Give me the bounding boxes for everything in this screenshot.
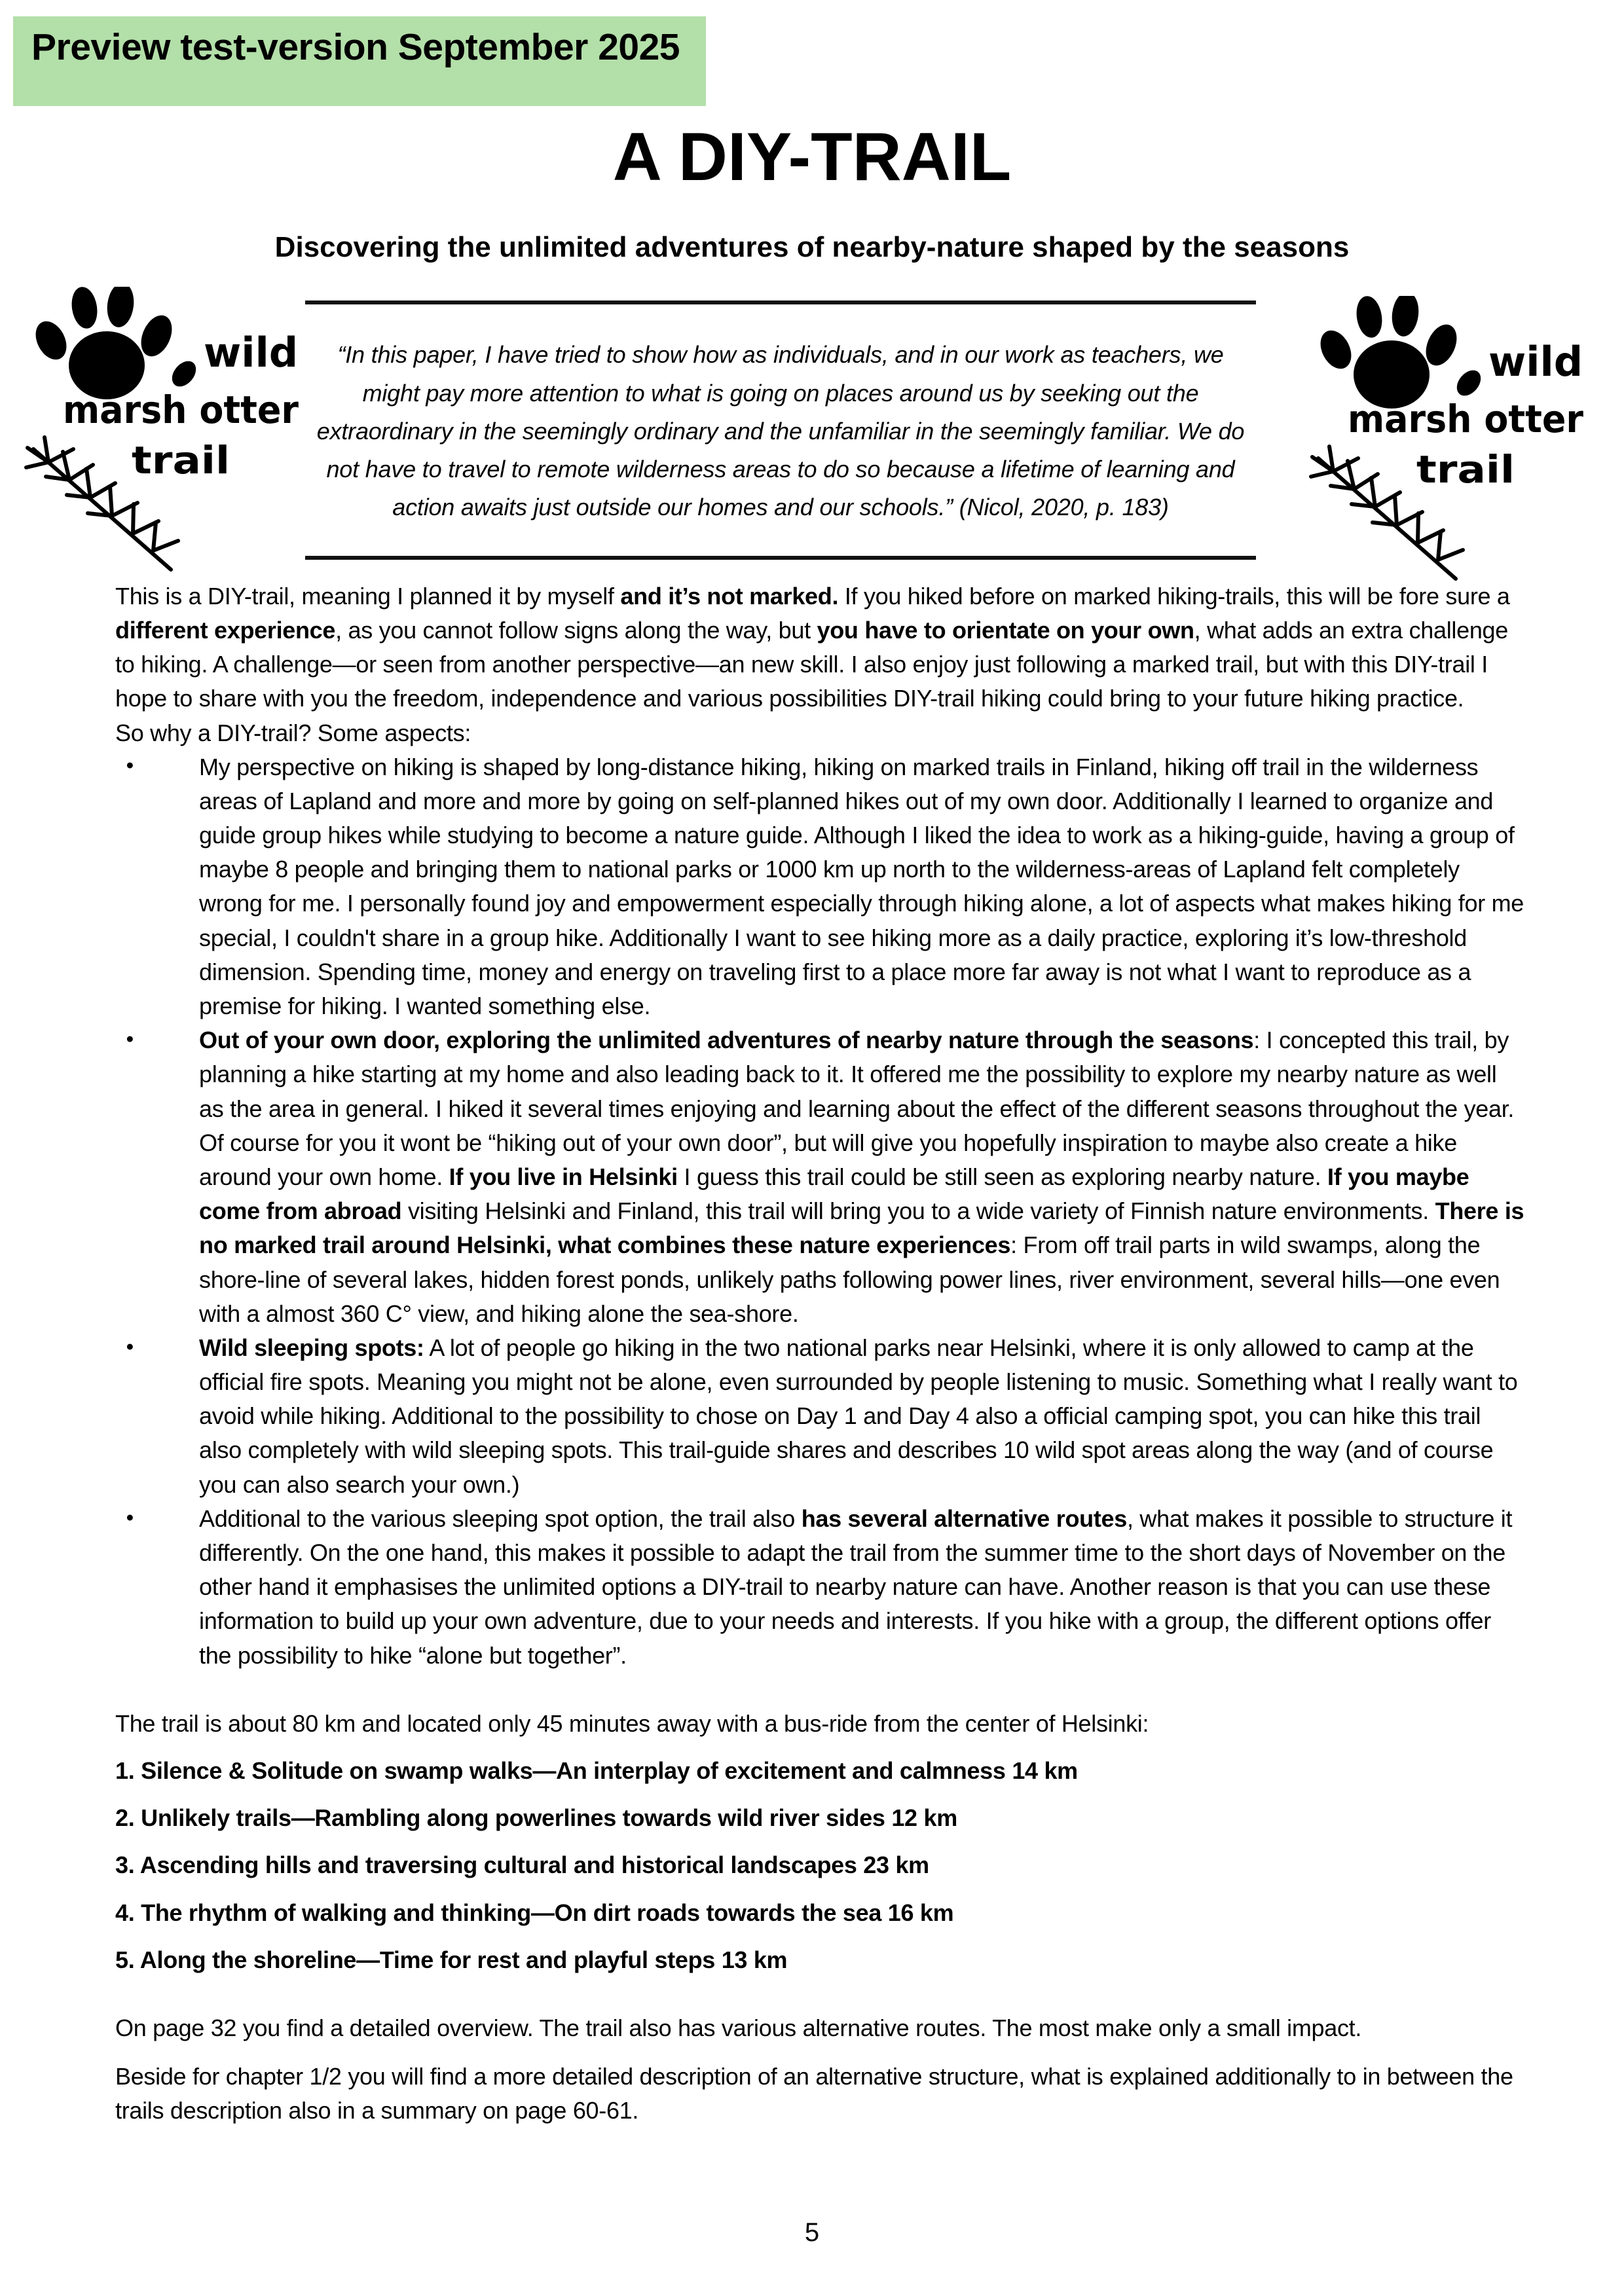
- logo-word-wild: wild: [1488, 338, 1583, 386]
- list-item: ● Out of your own door, exploring the unlimited adventures of nearby nature through the seasons: I concepted this trail, by planning a hike starting at my home and also leading back to it. It offered me the possibility to explore my nearby nature as well as the area in general. I hiked it several times enjoying and learning about the effect of the different seasons throughout the year. Of course for you it wont be “hiking out of your own door”, but will give you hopefully inspiration to maybe also create a hike around your own home. If you live in Helsinki I guess this trail could be still seen as exploring nearby nature. If you maybe come from abroad visiting Helsinki and Finland, this trail will bring you to a wide variety of Finnish nature environments. There is no marked trail around Helsinki, what combines these nature experiences: From off trail parts in wild swamps, along the shore-line of several lakes, hidden forest ponds, unlikely paths following power lines, river environment, several hills—one even with a almost 360 C° view, and hiking alone the sea-shore.: [115, 1023, 1527, 1331]
- preview-banner: Preview test-version September 2025: [13, 16, 706, 106]
- logo-word-wild: wild: [204, 329, 299, 376]
- logo-word-marsh-otter: marsh otter: [1348, 397, 1584, 441]
- aspects-intro: So why a DIY-trail? Some aspects:: [115, 719, 471, 746]
- paw-print-icon: [1314, 296, 1485, 409]
- overview-note: On page 32 you find a detailed overview. The trail also has various alternative routes. The most make only a small impact.: [115, 2014, 1362, 2041]
- distance-summary: The trail is about 80 km and located only 45 minutes away with a bus-ride from the center of Helsinki:: [115, 1709, 1149, 1737]
- wild-marsh-otter-trail-logo: [1302, 296, 1606, 587]
- list-item: ● My perspective on hiking is shaped by long-distance hiking, hiking on marked trails in Finland, hiking off trail in the wilderness areas of Lapland and more and more by going on self-planned hikes out of my own door. Additionally I learned to organize and guide group hikes while studying to become a nature guide. Although I liked the idea to work as a hiking-guide, having a group of maybe 8 people and bringing them to national parks or 1000 km up north to the wilderness-areas of Lapland felt completely wrong for me. I personally found joy and empowerment especially through hiking alone, a lot of aspects what makes hiking for me special, I couldn't share in a group hike. Additionally I want to see hiking more as a daily practice, exploring it’s low-threshold dimension. Spending time, money and energy on traveling first to a place more far away is not what I want to reproduce as a premise for hiking. I wanted something else.: [115, 750, 1527, 1024]
- logo-left: [17, 287, 322, 578]
- logo-right: [1302, 296, 1606, 587]
- body-text: [115, 579, 1527, 2128]
- list-item: ● Wild sleeping spots: A lot of people go hiking in the two national parks near Helsinki, where it is only allowed to camp at the official fire spots. Meaning you might not be alone, even surrounded by people listening to music. Something what I really want to avoid while hiking. Additional to the possibility to chose on Day 1 and Day 4 also a official camping spot, you can hike this trail also completely with wild sleeping spots. This trail-guide shares and describes 10 wild spot areas along the way (and of course you can also search your own.): [115, 1331, 1527, 1502]
- list-item: ● Additional to the various sleeping spot option, the trail also has several alternative routes, what makes it possible to structure it differently. On the one hand, this makes it possible to adapt the trail from the summer time to the short days of November on the other hand it emphasises the unlimited options a DIY-trail to nearby nature can have. Another reason is that you can use these information to build up your own adventure, due to your needs and interests. If you hike with a group, the different options offer the possibility to hike “alone but together”.: [115, 1502, 1527, 1673]
- alternative-structure-note: Beside for chapter 1/2 you will find a more detailed description of an alternative structure, what is explained additionally to in between the trails description also in a summary on page 60-61.: [115, 2063, 1513, 2124]
- stage-item-5: 5. Along the shoreline—Time for rest and playful steps 13 km: [115, 1946, 788, 1973]
- page-title: A DIY-TRAIL: [612, 119, 1012, 195]
- stage-item-2: 2. Unlikely trails—Rambling along powerlines towards wild river sides 12 km: [115, 1804, 957, 1832]
- paw-print-icon: [29, 287, 200, 399]
- logo-word-marsh-otter: marsh otter: [63, 388, 299, 432]
- stage-item-1: 1. Silence & Solitude on swamp walks—An interplay of excitement and calmness 14 km: [115, 1757, 1078, 1784]
- quote-text: “In this paper, I have tried to show how as individuals, and in our work as teachers, we might pay more attention to what is going on places around us by seeking out the extraordinary in the seemingly ordinary and the unfamiliar in the seemingly familiar. We do not have to travel to remote wilderness areas to do so because a lifetime of learning and action awaits just outside our homes and our schools.” (Nicol, 2020, p. 183): [316, 341, 1245, 521]
- logo-word-trail: trail: [132, 438, 230, 483]
- stage-item-4: 4. The rhythm of walking and thinking—On dirt roads towards the sea 16 km: [115, 1899, 954, 1926]
- page-number: 5: [804, 2218, 820, 2247]
- quote-block: [305, 301, 1256, 560]
- page-subtitle: Discovering the unlimited adventures of nearby-nature shaped by the seasons: [274, 231, 1350, 264]
- wild-marsh-otter-trail-logo: [17, 287, 322, 578]
- aspects-list: [115, 750, 1527, 1673]
- intro-paragraph: This is a DIY-trail, meaning I planned it by myself and it’s not marked. If you hiked before on marked hiking-trails, this will be fore sure a different experience, as you cannot follow signs along the way, but you have to orientate on your own, what adds an extra challenge to hiking. A challenge—or seen from another perspective—an new skill. I also enjoy just following a marked trail, but with this DIY-trail I hope to share with you the freedom, independence and various possibilities DIY-trail hiking could bring to your future hiking practice.: [115, 582, 1510, 712]
- stage-item-3: 3. Ascending hills and traversing cultural and historical landscapes 23 km: [115, 1851, 929, 1879]
- logo-word-trail: trail: [1416, 447, 1515, 492]
